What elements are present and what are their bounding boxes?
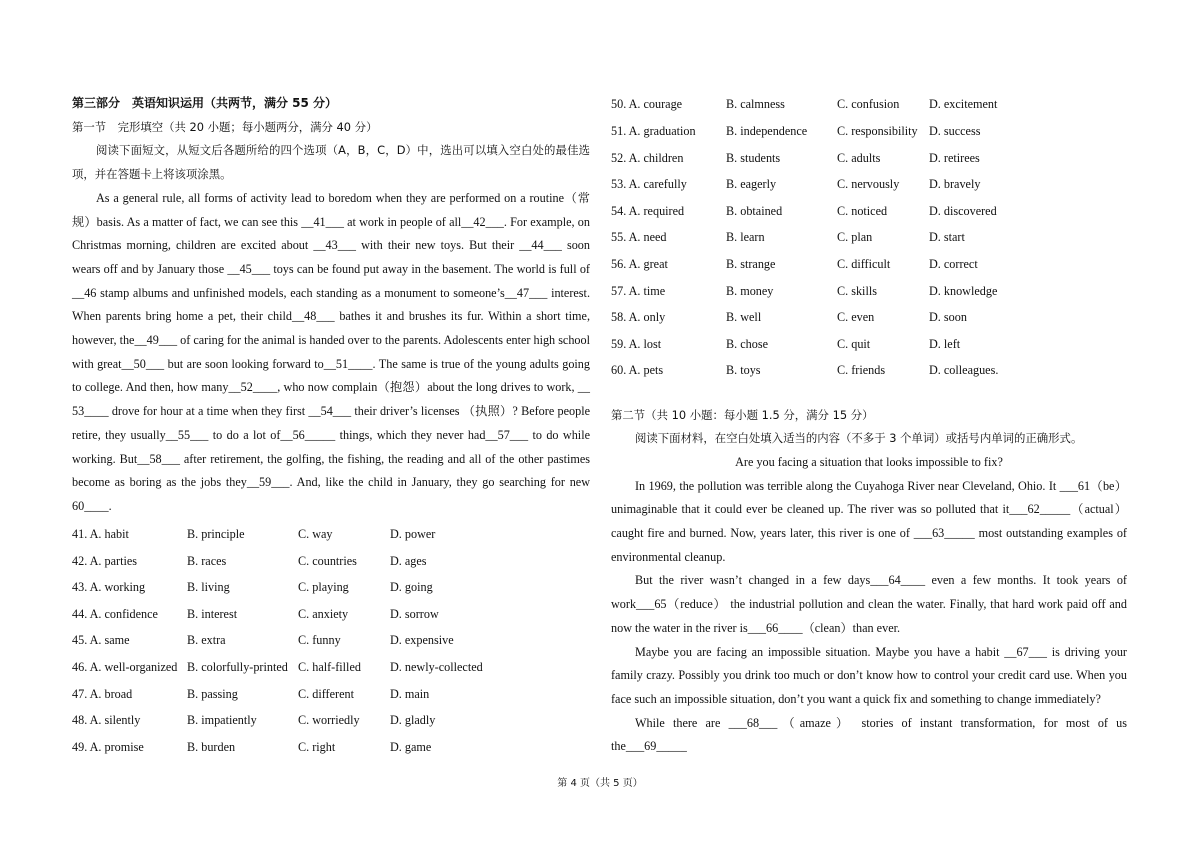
option-choice: C. way (298, 527, 333, 542)
option-row (72, 655, 590, 682)
option-choice: B. strange (726, 257, 776, 271)
option-row (611, 198, 1127, 225)
option-choice: D. correct (929, 257, 978, 271)
option-choice: 48. A. silently (72, 713, 141, 728)
right-column (611, 92, 1127, 759)
option-choice: B. money (726, 283, 774, 298)
option-choice: D. knowledge (929, 283, 998, 298)
option-choice: 42. A. parties (72, 553, 137, 568)
option-row (72, 548, 590, 575)
option-row (72, 601, 590, 628)
passage-paragraph: In 1969, the pollution was terrible along the Cuyahoga River near Cleveland, Ohio. It ___61（be）unimaginable that it could ever be cleaned up. The river was so polluted that it___62_____（actual）caught fire and burned. Now, years later, this river is one of ___63_____ most outstanding examples of environmental cleanup. (611, 478, 1127, 564)
option-choice: D. discovered (929, 203, 997, 218)
option-choice: B. extra (187, 633, 226, 648)
option-choice: 47. A. broad (72, 686, 133, 701)
option-choice: C. right (298, 739, 336, 754)
option-row (611, 225, 1127, 252)
passage-paragraph: Maybe you are facing an impossible situation. Maybe you have a habit __67___ is driving your family crazy. Possibly you drink too much or don’t know how to control your credit card use. When you face such an impossible situation, don’t you want a quick fix and something to change immediately? (611, 644, 1127, 706)
option-choice: D. game (390, 739, 432, 754)
option-row (72, 734, 590, 761)
option-choice: 54. A. required (611, 203, 685, 218)
option-choice: C. adults (837, 150, 881, 165)
option-choice: 53. A. carefully (611, 177, 687, 192)
option-choice: 51. A. graduation (611, 124, 696, 139)
option-choice: C. plan (837, 230, 873, 245)
option-choice: B. colorfully-printed (187, 660, 288, 675)
option-row (611, 145, 1127, 172)
option-choice: C. noticed (837, 203, 888, 218)
option-choice: B. students (726, 150, 781, 165)
option-choice: D. success (929, 124, 981, 139)
option-choice: B. living (187, 580, 230, 595)
option-choice: D. expensive (390, 633, 454, 648)
option-choice: C. even (837, 310, 875, 325)
option-choice: D. ages (390, 553, 427, 568)
page-footer: 第 4 页（共 5 页） (557, 778, 643, 789)
option-row (72, 628, 590, 655)
option-choice: B. learn (726, 230, 765, 245)
passage-paragraph: While there are ___68___（amaze） stories of instant transformation, for most of us the___69_____ (611, 715, 1127, 754)
option-choice: B. impatiently (187, 713, 257, 728)
option-choice: C. funny (298, 633, 341, 648)
option-choice: C. anxiety (298, 606, 349, 621)
part-heading: 第三部分 英语知识运用（共两节，满分 55 分） (72, 96, 338, 110)
option-choice: B. calmness (726, 97, 785, 112)
option-row (611, 119, 1127, 146)
option-choice: C. quit (837, 336, 871, 351)
option-row (611, 358, 1127, 385)
option-choice: 52. A. children (611, 150, 684, 165)
option-choice: B. toys (726, 363, 761, 378)
option-choice: 56. A. great (611, 257, 668, 271)
option-choice: 55. A. need (611, 230, 667, 245)
option-choice: B. races (187, 553, 227, 568)
option-choice: C. different (298, 686, 354, 701)
option-choice: C. skills (837, 283, 877, 298)
option-choice: C. playing (298, 580, 349, 595)
option-row (611, 172, 1127, 199)
option-choice: D. bravely (929, 177, 981, 192)
option-choice: 43. A. working (72, 580, 146, 595)
option-choice: 41. A. habit (72, 527, 129, 542)
option-choice: D. sorrow (390, 606, 439, 621)
option-choice: 45. A. same (72, 633, 130, 648)
option-choice: C. half-filled (298, 660, 361, 675)
option-choice: 50. A. courage (611, 97, 683, 112)
option-choice: C. difficult (837, 257, 891, 271)
options-list-left (72, 522, 590, 761)
option-choice: D. colleagues. (929, 363, 999, 378)
option-choice: 60. A. pets (611, 363, 664, 378)
option-choice: B. chose (726, 336, 768, 351)
option-choice: D. power (390, 527, 436, 542)
option-choice: B. principle (187, 527, 245, 542)
option-choice: D. left (929, 336, 961, 351)
option-choice: B. well (726, 310, 762, 325)
option-row (72, 575, 590, 602)
option-choice: 49. A. promise (72, 739, 144, 754)
option-choice: D. going (390, 580, 433, 595)
option-row (72, 681, 590, 708)
option-choice: C. nervously (837, 177, 900, 192)
option-choice: 58. A. only (611, 310, 666, 325)
passage-title: Are you facing a situation that looks impossible to fix? (735, 454, 1003, 469)
option-choice: 46. A. well-organized (72, 660, 178, 675)
section1-heading: 第一节 完形填空（共 20 小题；每小题两分，满分 40 分） (72, 119, 378, 134)
option-choice: B. independence (726, 124, 808, 139)
option-choice: D. start (929, 230, 965, 245)
option-choice: D. newly-collected (390, 660, 483, 675)
option-row (611, 331, 1127, 358)
option-row (72, 708, 590, 735)
option-row (611, 278, 1127, 305)
option-choice: D. gladly (390, 713, 436, 728)
option-choice: B. burden (187, 739, 236, 754)
option-choice: B. passing (187, 686, 238, 701)
option-choice: C. worriedly (298, 713, 360, 728)
option-choice: B. eagerly (726, 177, 777, 192)
option-choice: C. countries (298, 553, 357, 568)
option-choice: D. retirees (929, 150, 980, 165)
option-choice: C. confusion (837, 97, 900, 112)
option-choice: C. responsibility (837, 124, 918, 139)
option-choice: B. interest (187, 606, 238, 621)
option-choice: D. main (390, 686, 430, 701)
left-column (72, 92, 590, 761)
option-choice: 44. A. confidence (72, 606, 158, 621)
section2-heading: 第二节（共 10 小题：每小题 1.5 分，满分 15 分） (611, 407, 874, 422)
option-choice: 57. A. time (611, 283, 666, 298)
cloze-passage: As a general rule, all forms of activity lead to boredom when they are performed on a routine（常规）basis. As a matter of fact, we can see this __41___ at work in people of all__42___. For example, on Christmas morning, children are excited about __43___ with their new toys. But their __44___ soon wears off and by January those __45___ toys can be found put away in the basement. The world is full of __46 stamp albums and unfinished models, each standing as a monument to someone’s__47___ interest. When parents bring home a pet, their child__48___ bathes it and brushes its fur. Within a short time, however, the__49___ of caring for the animal is handed over to the parents. Adolescents enter high school with great__50___ but are soon looking forward to__51____. The same is true of the young adults going to college. And then, how many__52____, who now complain（抱怨）about the long drives to work, __ 53____ drove for hour at a time when they first __54___ their driver’s licenses （执照）? Before people retire, they usually__55___ to do a lot of__56_____ things, which they never had__57___ to do while working. But__58___ after retirement, the golfing, the fishing, the reading and all of the other pastimes become as boring as the jobs they__59___. And, like the child in January, they go searching for new 60____. (72, 190, 591, 513)
option-row (611, 305, 1127, 332)
passage-paragraph: But the river wasn’t changed in a few days___64____ even a few months. It took years of work___65（reduce） the industrial pollution and clean the water. Finally, that hard work paid off and now the water in the river is___66____（clean）than ever. (611, 573, 1127, 635)
option-choice: B. obtained (726, 203, 783, 218)
section1-instruction: 阅读下面短文，从短文后各题所给的四个选项（A，B，C，D）中，选出可以填入空白处的最佳选项，并在答题卡上将该项涂黑。 (72, 143, 590, 182)
options-list-right (611, 92, 1127, 385)
option-choice: C. friends (837, 363, 886, 378)
option-row (611, 252, 1127, 279)
option-choice: D. excitement (929, 97, 998, 112)
option-choice: 59. A. lost (611, 336, 662, 351)
option-row (72, 522, 590, 549)
option-choice: D. soon (929, 310, 967, 325)
section2-instruction: 阅读下面材料，在空白处填入适当的内容（不多于 3 个单词）或括号内单词的正确形式。 (635, 431, 1083, 446)
option-row (611, 92, 1127, 119)
